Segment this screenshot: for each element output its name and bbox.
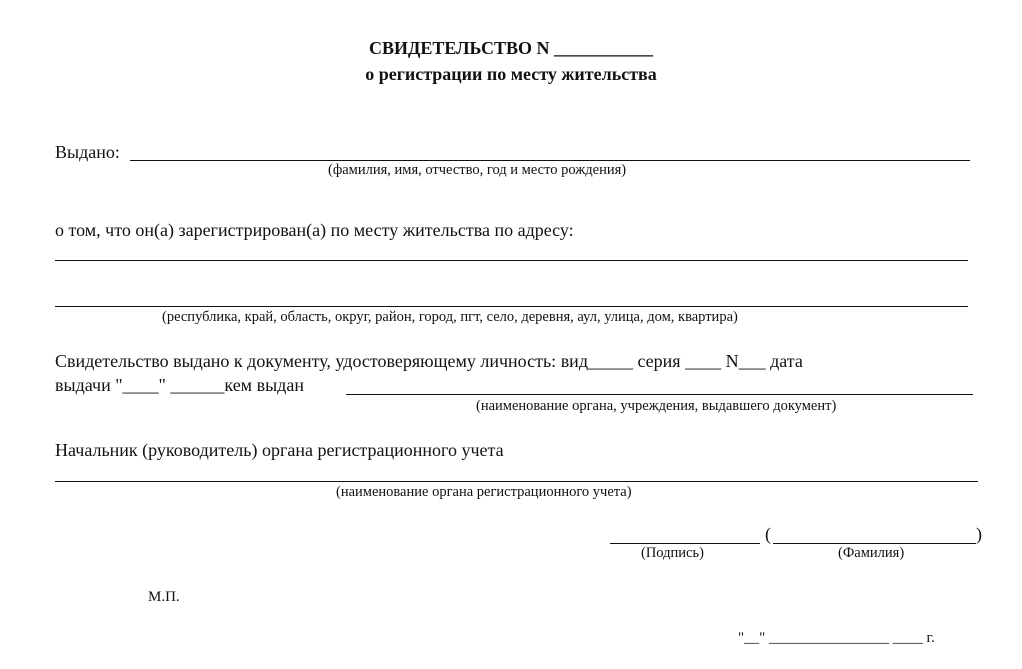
surname-field[interactable] [773, 543, 976, 544]
issued-to-label: Выдано: [55, 142, 120, 162]
document-caption: (наименование органа, учреждения, выдавшего документ) [476, 398, 837, 414]
registration-authority-field[interactable] [55, 481, 978, 482]
signature-caption: (Подпись) [641, 545, 704, 561]
issued-to-field[interactable] [130, 160, 970, 161]
signature-field[interactable] [610, 543, 760, 544]
document-line-2-prefix: выдачи "____" ______кем выдан [55, 375, 304, 395]
surname-close-paren: ) [976, 524, 982, 544]
issued-to-caption: (фамилия, имя, отчество, год и место рождения) [328, 162, 627, 178]
surname-open-paren: ( [765, 524, 771, 544]
chief-caption: (наименование органа регистрационного учета) [336, 484, 632, 500]
address-field-line-1[interactable] [55, 260, 968, 261]
stamp-label: М.П. [148, 589, 180, 605]
address-field-line-2[interactable] [55, 306, 968, 307]
address-caption: (республика, край, область, округ, район, город, пгт, село, деревня, аул, улица, дом, квартира) [162, 309, 738, 325]
document-line-1: Свидетельство выдано к документу, удостоверяющему личность: вид_____ серия ____ N___ дата [55, 351, 803, 371]
address-text: о том, что он(а) зарегистрирован(а) по месту жительства по адресу: [55, 220, 574, 240]
chief-text: Начальник (руководитель) органа регистрационного учета [55, 440, 504, 460]
document-subtitle: о регистрации по месту жительства [365, 64, 657, 84]
date-line: "__" ________________ ____ г. [738, 630, 935, 646]
document-title: СВИДЕТЕЛЬСТВО N ___________ [368, 38, 654, 58]
surname-caption: (Фамилия) [838, 545, 905, 561]
issued-by-field[interactable] [346, 394, 973, 395]
